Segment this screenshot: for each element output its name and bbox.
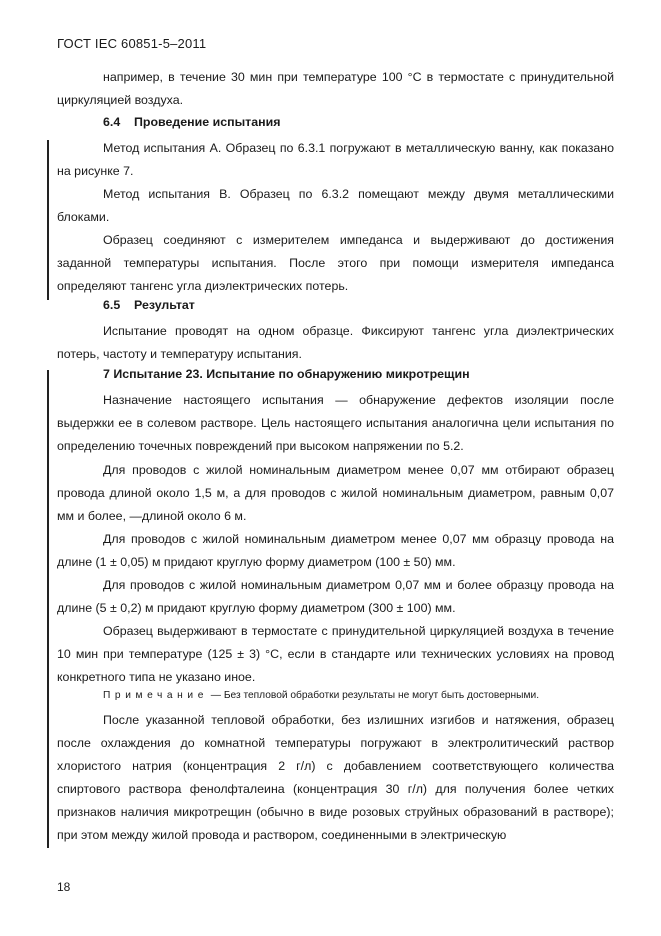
paragraph: Метод испытания В. Образец по 6.3.2 помещают между двумя металлическими блоками. (57, 187, 614, 225)
paragraph: Назначение настоящего испытания — обнаружение дефектов изоляции после выдержки ее в солевом растворе. Цель настоящего испытания аналогична цели испытания по определению точечных повреждений при высоком напряжении по 5.2. (57, 393, 614, 454)
change-bar (47, 370, 49, 848)
note (103, 690, 539, 701)
paragraph: например, в течение 30 мин при температуре 100 °С в термостате с принудительной циркуляцией воздуха. (57, 70, 614, 108)
page-number: 18 (57, 880, 71, 894)
paragraph: Образец соединяют с измерителем импеданса и выдерживают до достижения заданной температуры испытания. После этого при помощи измерителя импеданса определяют тангенс угла диэлектрических потерь. (57, 233, 614, 294)
paragraph: Для проводов с жилой номинальным диаметром 0,07 мм и более образцу провода на длине (5 ± 0,2) м придают круглую форму диаметром (300 ± 100) мм. (57, 578, 614, 616)
paragraph: После указанной тепловой обработки, без излишних изгибов и натяжения, образец после охлаждения до комнатной температуры погружают в электролитический раствор хлористого натрия (концентрация 2 г/л) с добавлением соответствующего количества спиртового раствора фенолфталеина (концентрация 30 г/л) для получения более четких признаков наличия микротрещин (обычно в виде розовых струйных образований в растворе); при этом между жилой провода и раствором, соединенными в электрическую (57, 713, 614, 843)
paragraph: Для проводов с жилой номинальным диаметром менее 0,07 мм отбирают образец провода длиной около 1,5 м, а для проводов с жилой номинальным диаметром, равным 0,07 мм и более, —длиной около 6 м. (57, 463, 614, 524)
note-label: Примечание (103, 690, 208, 701)
paragraph: Для проводов с жилой номинальным диаметром менее 0,07 мм образцу провода на длине (1 ± 0,05) м придают круглую форму диаметром (100 ± 50) мм. (57, 532, 614, 570)
note-text: — Без тепловой обработки результаты не могут быть достоверными. (207, 690, 540, 701)
page-header: ГОСТ IEC 60851-5–2011 (57, 36, 207, 51)
section-heading-7: 7 Испытание 23. Испытание по обнаружению микротрещин (103, 367, 470, 381)
change-bar (47, 140, 49, 300)
paragraph: Метод испытания А. Образец по 6.3.1 погружают в металлическую ванну, как показано на рисунке 7. (57, 141, 614, 179)
section-heading-6-5: 6.5 Результат (103, 298, 195, 312)
paragraph: Образец выдерживают в термостате с принудительной циркуляцией воздуха в течение 10 мин при температуре (125 ± 3) °С, если в стандарте или технических условиях на провод конкретного типа не указано иное. (57, 624, 614, 685)
paragraph: Испытание проводят на одном образце. Фиксируют тангенс угла диэлектрических потерь, частоту и температуру испытания. (57, 324, 614, 362)
section-heading-6-4: 6.4 Проведение испытания (103, 115, 281, 129)
